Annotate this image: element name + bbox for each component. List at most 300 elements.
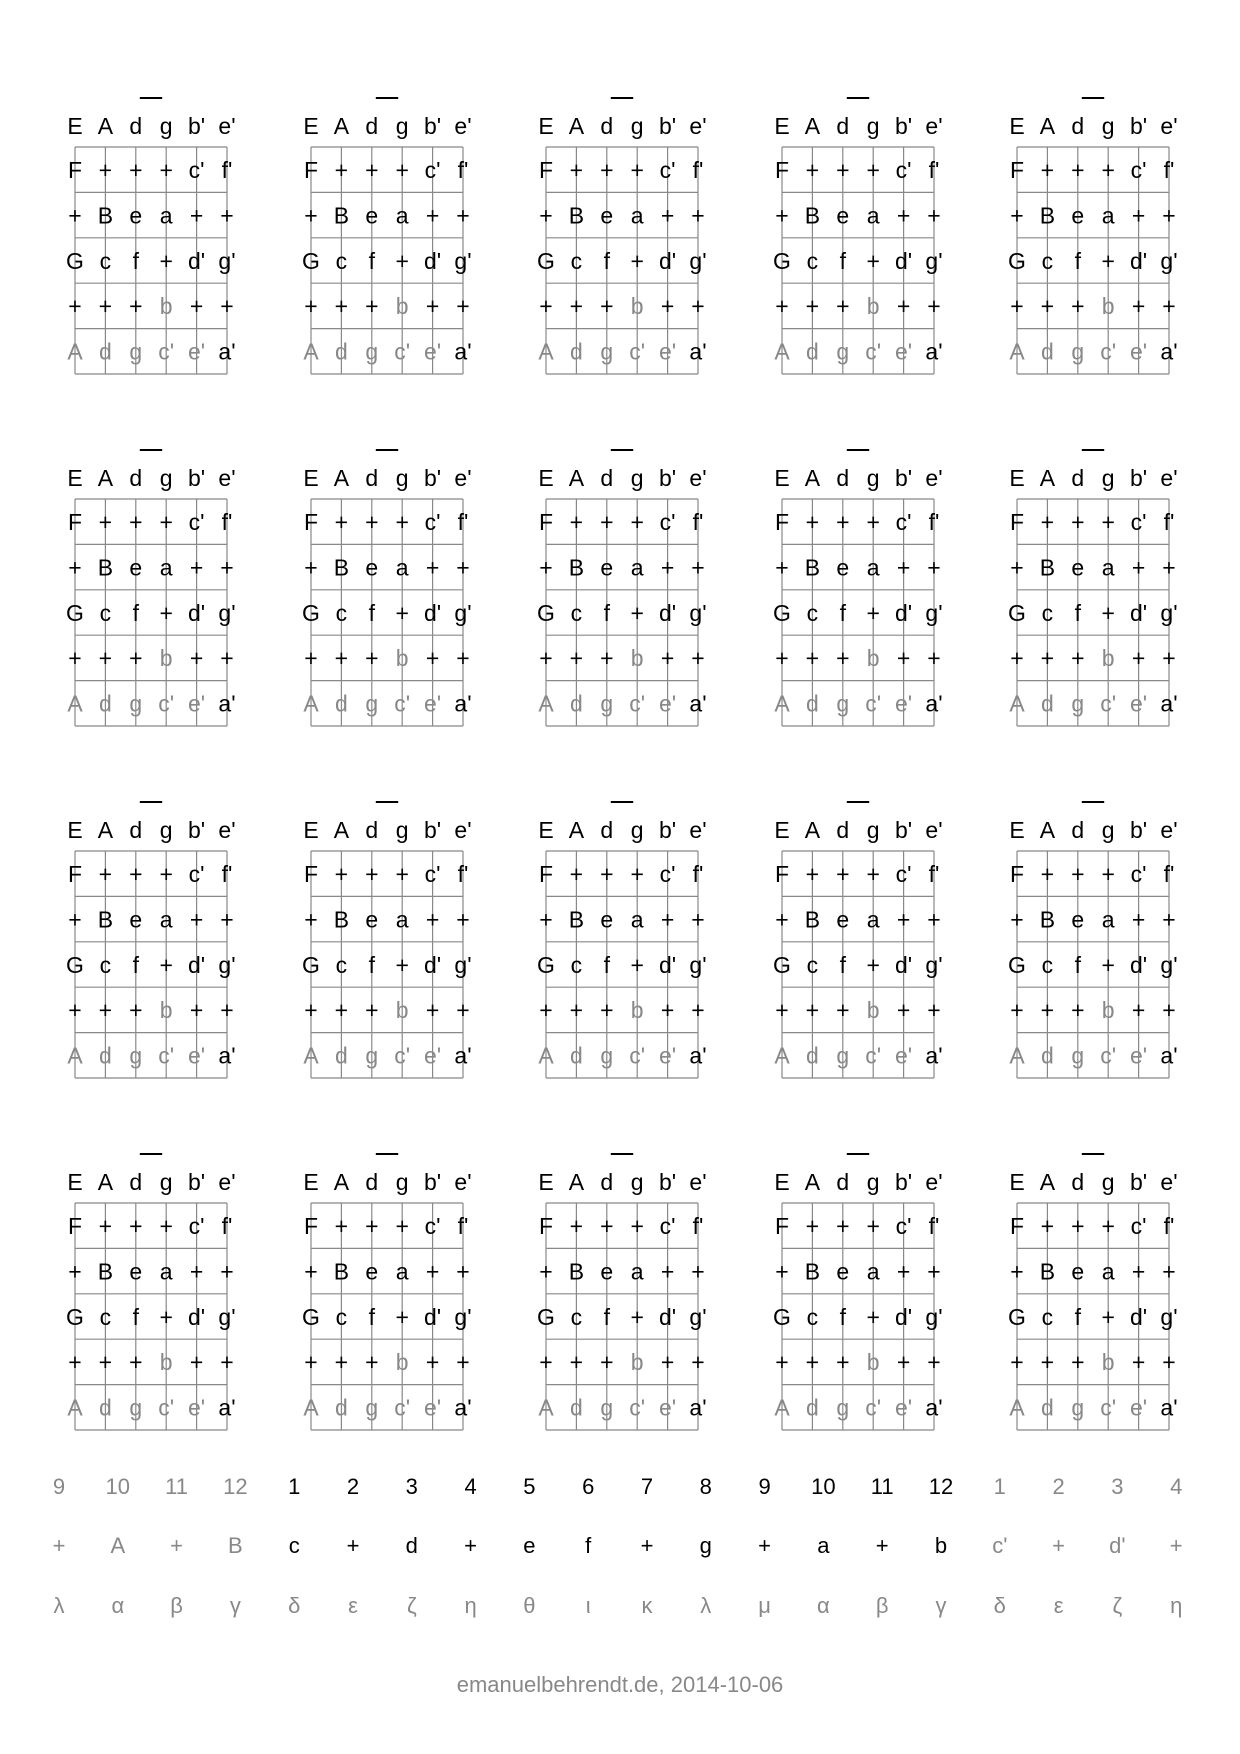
fretboard-diagram [66,98,236,374]
fret-note-label: G [302,599,320,626]
fret-note-label: a' [218,690,236,717]
fret-note-label: + [365,157,379,183]
fret-note-label: b [1101,293,1115,320]
fret-note-label: F [774,157,790,183]
fretboard-diagram [302,98,472,374]
fret-note-label: + [159,247,173,274]
note-name-cell: + [758,1533,772,1558]
fret-note-label: + [365,509,379,535]
fret-note-label: a' [454,690,472,717]
fret-note-label: + [569,1213,584,1239]
fret-note-label: + [1162,293,1176,320]
open-string-label: b' [895,1169,913,1195]
fret-note-label: c [570,247,583,274]
open-string-label: E [538,113,554,139]
fret-note-label: d [1041,690,1054,717]
open-string-label: b' [659,465,677,491]
open-string-label: E [538,817,554,843]
fret-note-label: A [774,1394,790,1421]
open-string-label: d [365,465,379,491]
fret-note-label: F [303,1213,319,1239]
open-string-label: E [1009,1169,1025,1195]
open-string-label: e' [1160,113,1178,139]
fret-note-label: f [132,1303,139,1330]
fret-note-label: c' [188,157,205,183]
fret-note-label: + [425,202,440,229]
fret-note-label: + [334,1349,349,1376]
open-string-label: A [804,113,821,139]
fret-note-label: + [539,1349,553,1376]
fret-note-label: f [1074,599,1081,626]
fret-note-label: + [539,645,553,672]
fret-note-label: + [836,157,850,183]
fret-note-label: + [1162,1349,1176,1376]
open-string-label: A [97,465,114,491]
fret-note-label: + [129,861,143,887]
fret-note-label: + [927,202,941,229]
fret-note-label: + [1071,645,1085,672]
fret-note-label: + [395,509,409,535]
fret-note-label: + [775,645,789,672]
fret-note-label: b [1101,645,1115,672]
open-string-label: b' [895,465,913,491]
note-name-cell: + [346,1533,360,1558]
fret-note-label: d' [188,599,206,626]
fret-note-label: + [1040,157,1055,183]
fret-note-label: f' [928,861,940,887]
fret-note-label: + [600,1213,614,1239]
fret-note-label: + [1162,906,1176,933]
fret-note-label: b [159,645,173,672]
open-string-label: g [395,1169,409,1195]
fret-note-label: + [425,293,440,320]
fret-note-label: b [395,1349,409,1376]
fret-note-label: c [335,599,348,626]
open-string-label: b' [424,817,442,843]
open-string-label: E [303,1169,319,1195]
fret-note-label: F [538,157,554,183]
open-string-label: g [159,113,173,139]
fret-note-label: c [99,599,112,626]
fret-note-label: d [99,338,112,365]
fret-note-label: + [1010,202,1024,229]
open-string-label: b' [1130,113,1148,139]
open-string-label: e' [689,465,707,491]
open-string-label: E [303,817,319,843]
note-name-cell: + [875,1533,889,1558]
fret-note-label: d' [659,247,677,274]
open-string-label: b' [424,113,442,139]
fret-note-label: + [630,861,644,887]
fret-note-label: c [1041,951,1054,978]
fret-note-label: g [836,690,850,717]
open-string-label: b' [895,113,913,139]
note-name-cell: c [288,1533,300,1558]
fret-note-label: G [302,247,320,274]
fret-note-label: g' [689,951,707,978]
fret-note-label: + [1131,293,1146,320]
fret-note-label: B [804,1258,821,1285]
fret-note-label: g [365,690,379,717]
fret-note-label: f [1074,247,1081,274]
fret-note-label: a [630,202,644,229]
greek-letter-cell: μ [758,1593,771,1618]
fret-note-label: F [303,157,319,183]
fret-note-label: g' [218,247,236,274]
fret-note-label: a [630,906,644,933]
fret-note-label: + [691,554,705,581]
fret-note-label: d' [895,1303,913,1330]
open-string-label: A [97,113,114,139]
fret-note-label: + [68,1258,82,1285]
fret-note-label: F [538,861,554,887]
fretboard-diagram [1008,802,1178,1078]
fret-note-label: + [600,861,614,887]
fret-note-label: a' [925,690,943,717]
fret-note-label: + [1040,861,1055,887]
fret-note-label: + [896,1349,911,1376]
fret-note-label: c' [629,338,646,365]
fret-number-row [0,1468,1240,1508]
fret-note-label: G [1008,247,1026,274]
fret-note-label: e' [424,1394,442,1421]
fret-note-label: + [98,1213,113,1239]
fret-note-label: F [67,157,83,183]
fret-note-label: F [67,861,83,887]
fret-note-label: d' [1130,247,1148,274]
fret-note-label: g' [925,247,943,274]
fret-note-label: + [896,1258,911,1285]
fret-number-cell: 4 [464,1474,477,1499]
fret-note-label: g' [689,247,707,274]
fret-note-label: f' [457,509,469,535]
fret-note-label: B [804,906,821,933]
fret-note-label: + [927,906,941,933]
fretboard-diagram [302,1154,472,1430]
fret-note-label: a [630,1258,644,1285]
fret-note-label: + [159,1303,173,1330]
fret-note-label: f [132,247,139,274]
fret-note-label: f' [692,861,704,887]
fret-note-label: f' [221,1213,233,1239]
fret-note-label: + [836,645,850,672]
fret-note-label: + [1131,1349,1146,1376]
fret-note-label: b [395,293,409,320]
fret-note-label: e [836,202,850,229]
fret-note-label: e' [659,1042,677,1069]
greek-letter-cell: ι [585,1593,591,1618]
fret-note-label: + [1010,1258,1024,1285]
fret-note-label: B [568,202,585,229]
fret-note-label: + [896,645,911,672]
open-string-label: b' [424,1169,442,1195]
fret-note-label: + [159,951,173,978]
fret-note-label: g [1071,690,1085,717]
greek-letter-cell: α [111,1593,125,1618]
fret-note-label: + [1040,645,1055,672]
fret-note-label: + [456,293,470,320]
fret-note-label: + [1040,997,1055,1024]
fret-note-label: a' [689,338,707,365]
open-string-label: b' [188,465,206,491]
fret-note-label: g [365,338,379,365]
fret-note-label: + [304,645,318,672]
fret-note-label: a [1101,906,1115,933]
fret-note-label: d [99,1394,112,1421]
fret-note-label: + [1101,247,1115,274]
fretboard-diagram [66,450,236,726]
fret-note-label: e' [1130,338,1148,365]
greek-letter-cell: θ [523,1593,536,1618]
fretboard-diagram [302,802,472,1078]
fret-note-label: e [600,202,614,229]
fret-note-label: e [836,906,850,933]
open-string-label: e' [689,113,707,139]
fret-note-label: f' [221,509,233,535]
fret-note-label: + [1071,509,1085,535]
fret-note-label: + [1131,997,1146,1024]
open-string-label: e' [925,465,943,491]
fret-number-cell: 12 [928,1474,954,1499]
fret-note-label: + [220,906,234,933]
open-string-label: E [774,1169,790,1195]
greek-letter-cell: γ [229,1593,241,1618]
fret-note-label: + [896,997,911,1024]
fret-note-label: e [600,554,614,581]
fret-note-label: B [333,906,350,933]
fretboard-diagram [537,1154,707,1430]
fret-note-label: f' [928,1213,940,1239]
fret-note-label: F [1009,861,1025,887]
open-string-label: g [630,1169,644,1195]
fret-note-label: + [896,554,911,581]
note-name-cell: + [464,1533,478,1558]
open-string-label: A [804,817,821,843]
open-string-label: A [568,465,585,491]
fret-note-label: + [805,293,820,320]
fret-note-label: f' [1163,861,1175,887]
fret-note-label: + [1010,997,1024,1024]
greek-letter-cell: β [170,1593,183,1618]
fret-note-label: c' [865,1042,882,1069]
greek-letter-cell: ε [348,1593,358,1618]
open-string-label: d [365,1169,379,1195]
fret-note-label: + [896,906,911,933]
fret-note-label: f [603,247,610,274]
open-string-label: e' [454,465,472,491]
open-string-label: E [67,465,83,491]
fret-note-label: + [68,554,82,581]
note-name-cell: B [228,1533,243,1558]
fret-note-label: f' [692,509,704,535]
fret-note-label: F [774,861,790,887]
fretboard-diagram [66,802,236,1078]
fret-note-label: F [303,509,319,535]
fret-note-label: g [365,1042,379,1069]
fret-note-label: c' [188,1213,205,1239]
fret-note-label: + [68,997,82,1024]
fret-note-label: + [660,645,675,672]
fret-note-label: d' [659,1303,677,1330]
fret-note-label: + [304,1258,318,1285]
open-string-label: d [365,817,379,843]
fret-note-label: + [159,599,173,626]
fret-note-label: + [836,997,850,1024]
open-string-label: g [159,1169,173,1195]
open-string-label: e' [218,465,236,491]
fret-note-label: a [1101,554,1115,581]
fret-note-label: f [1074,951,1081,978]
fret-note-label: + [569,645,584,672]
fret-note-label: + [569,1349,584,1376]
fret-note-label: c' [424,1213,441,1239]
open-string-label: e' [454,1169,472,1195]
fret-note-label: c' [424,509,441,535]
open-string-label: b' [1130,1169,1148,1195]
fret-note-label: A [774,690,790,717]
fret-note-label: + [220,202,234,229]
fret-note-label: + [68,202,82,229]
fret-note-label: + [691,906,705,933]
fret-note-label: a [159,906,173,933]
open-string-label: d [600,817,614,843]
fret-note-label: + [866,1303,880,1330]
fret-note-label: f' [457,1213,469,1239]
fret-note-label: + [866,599,880,626]
fret-note-label: + [159,157,173,183]
fret-note-label: B [568,1258,585,1285]
fret-note-label: g' [1160,599,1178,626]
fret-note-label: + [1071,997,1085,1024]
fret-note-label: c' [1130,509,1147,535]
open-string-label: b' [659,1169,677,1195]
fret-note-label: + [334,157,349,183]
fret-note-label: c' [659,1213,676,1239]
fret-note-label: g [129,1394,143,1421]
fret-note-label: + [456,1258,470,1285]
fret-note-label: + [1071,293,1085,320]
note-name-cell: d' [1109,1533,1126,1558]
fret-note-label: + [866,951,880,978]
fret-note-label: B [97,554,114,581]
open-string-label: g [395,817,409,843]
greek-letter-row [0,1587,1240,1627]
fret-note-label: d' [424,599,442,626]
open-string-label: A [333,465,350,491]
fret-note-label: + [395,599,409,626]
open-string-label: g [866,817,880,843]
fret-note-label: f [368,599,375,626]
fret-note-label: a [159,202,173,229]
fret-note-label: + [365,1349,379,1376]
fret-note-label: a' [689,1394,707,1421]
fret-note-label: f' [1163,509,1175,535]
fret-note-label: d [335,1394,348,1421]
fret-note-label: + [805,509,820,535]
fret-note-label: F [538,1213,554,1239]
fret-note-label: + [805,997,820,1024]
fret-note-label: + [691,1349,705,1376]
greek-letter-cell: γ [935,1593,947,1618]
open-string-label: e' [218,817,236,843]
fret-note-label: d [99,690,112,717]
fret-note-label: B [1039,554,1056,581]
fret-number-cell: 1 [993,1474,1006,1499]
fret-note-label: + [805,645,820,672]
fret-note-label: + [630,1213,644,1239]
fret-note-label: g [129,1042,143,1069]
fret-note-label: + [425,1349,440,1376]
fret-note-label: g [1071,1042,1085,1069]
fret-note-label: B [804,202,821,229]
fret-number-cell: 2 [1052,1474,1065,1499]
fret-note-label: + [630,509,644,535]
fret-note-label: f' [457,157,469,183]
fret-note-label: d' [659,599,677,626]
fret-note-label: A [303,1394,319,1421]
fret-note-label: f [132,951,139,978]
fret-note-label: + [775,1258,789,1285]
fret-note-label: a [395,202,409,229]
fret-number-cell: 6 [582,1474,595,1499]
fret-note-label: A [303,1042,319,1069]
open-string-label: e' [689,817,707,843]
fret-note-label: e [129,554,143,581]
open-string-label: d [600,113,614,139]
open-string-label: e' [1160,1169,1178,1195]
fret-note-label: b [866,1349,880,1376]
fret-note-label: + [395,247,409,274]
fret-note-label: + [220,1258,234,1285]
open-string-label: A [1039,465,1056,491]
fret-note-label: + [1101,1303,1115,1330]
fret-note-label: g [836,1394,850,1421]
fret-note-label: + [395,157,409,183]
fret-note-label: + [189,997,204,1024]
fret-note-label: A [774,1042,790,1069]
fret-note-label: + [189,202,204,229]
fret-note-label: c [99,951,112,978]
fret-note-label: c' [659,861,676,887]
footer-credit: emanuelbehrendt.de, 2014-10-06 [456,1672,784,1697]
fret-note-label: a [630,554,644,581]
fret-note-label: A [67,690,83,717]
fret-note-label: + [927,645,941,672]
fret-note-label: b [159,997,173,1024]
open-string-label: E [538,1169,554,1195]
fret-note-label: + [1010,645,1024,672]
open-string-label: b' [188,113,206,139]
fret-note-label: + [805,1349,820,1376]
fret-note-label: g [365,1394,379,1421]
fret-note-label: e' [895,338,913,365]
note-name-cell: + [1169,1533,1183,1558]
open-string-label: d [129,1169,143,1195]
fret-note-label: c' [394,338,411,365]
fret-note-label: c [806,1303,819,1330]
open-string-label: g [395,113,409,139]
fret-note-label: + [660,1349,675,1376]
fretboard-diagram [773,450,943,726]
fret-note-label: + [691,1258,705,1285]
fret-note-label: + [805,157,820,183]
fret-note-label: b [159,293,173,320]
open-string-label: A [97,1169,114,1195]
note-name-cell: a [817,1533,830,1558]
fret-note-label: A [67,338,83,365]
note-name-cell: + [640,1533,654,1558]
fret-note-label: B [804,554,821,581]
